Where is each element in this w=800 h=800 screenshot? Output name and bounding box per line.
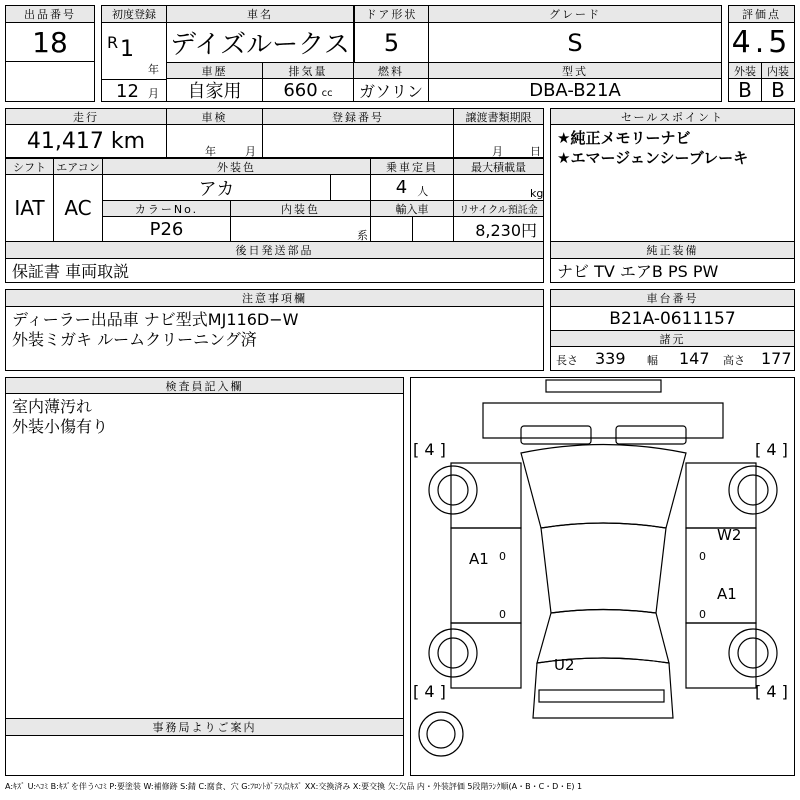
shift-header: シフト [5,158,54,175]
damage-mark-right-rear-door: A1 [717,585,737,603]
notes-header: 注意事項欄 [5,289,544,307]
width-value: 147 [679,349,710,368]
max-load-unit: kg [530,187,544,200]
specs-row [550,346,795,371]
first-reg-header: 初度登録 [101,5,167,23]
length-label: 長さ [556,354,578,367]
damage-mark-rear: U2 [554,656,575,674]
color-no-header: カラーNo. [102,200,231,217]
era-year-unit: 年 [148,63,159,76]
fuel-value: ガソリン [353,78,429,102]
legend: A:ｷｽﾞ U:ﾍｺﾐ B:ｷｽﾞを伴うﾍｺﾐ P:要塗装 W:補修跡 S:錆 C:腐食、穴 G:ﾌﾛﾝﾄｶﾞﾗｽ点ｷｽﾞ XX:交換済み X:要交換 欠:欠品 内・外装評価 5段階ﾗﾝｸ順(A・B・C・D・E) 1 [5,782,583,791]
ac-value: AC [53,174,103,242]
displacement-unit: cc [321,87,333,99]
tire-left-top: [ 4 ] [413,440,446,459]
notes-value: ディーラー出品車 ナビ型式MJ116D−W 外装ミガキ ルームクリーニング済 [5,306,544,371]
exterior-grade: B [728,78,762,102]
transfer-day-unit: 日 [530,145,541,158]
ext-color-blank [330,174,371,201]
tire-right-top: [ 4 ] [755,440,788,459]
transfer-cell [453,124,544,158]
tire-left-bottom: [ 4 ] [413,682,446,701]
rear-right-wheel [729,629,777,677]
model-value: DBA-B21A [428,78,722,102]
ext-color-value: アカ [102,174,331,201]
inspection-header: 車検 [166,108,263,125]
zero-left-rear: 0 [499,608,506,621]
office-header: 事務局よりご案内 [5,718,404,736]
headlight-left [521,426,591,444]
car-name-value: デイズルークス [166,22,354,63]
shift-value: IAT [5,174,54,242]
zero-right-rear: 0 [699,608,706,621]
front-left-wheel [429,466,477,514]
inspection-cell [166,124,263,158]
zero-right-front: 0 [699,550,706,563]
fuel-header: 燃料 [353,62,429,79]
headlight-right [616,426,686,444]
sales-header: セールスポイント [550,108,795,125]
height-value: 177 [761,349,792,368]
office-value [5,735,404,776]
grade-value: S [428,22,722,63]
zero-left-front: 0 [499,550,506,563]
front-bumper-outline [546,380,661,392]
capacity-unit: 人 [417,184,429,198]
rear-window-outline [537,610,669,664]
mileage-header: 走行 [5,108,167,125]
spare-wheel [419,712,463,756]
door-header: ドア形状 [354,5,429,23]
left-doors [451,528,521,623]
tire-right-bottom: [ 4 ] [755,682,788,701]
ext-color-header: 外装色 [102,158,371,175]
import-blank-2 [412,216,454,242]
model-header: 型式 [428,62,722,79]
capacity-value: 4 [395,177,408,198]
car-name-header: 車名 [166,5,354,23]
int-color-unit: 系 [357,229,368,242]
reg-no-value [262,124,454,158]
import-blank-1 [370,216,413,242]
era-letter: R [107,33,119,52]
oem-value: ナビ TV エアB PS PW [550,258,795,283]
capacity-cell [370,174,454,201]
import-header: 輸入車 [370,200,454,217]
lot-no-header: 出品番号 [5,5,95,23]
inspector-notes: 室内薄汚れ 外装小傷有り [5,393,404,719]
displacement-header: 排気量 [262,62,354,79]
first-reg-year-cell [101,22,167,80]
displacement-cell [262,78,354,102]
ac-header: エアコン [53,158,103,175]
interior-grade: B [761,78,795,102]
first-reg-month-cell [101,79,167,102]
max-load-header: 最大積載量 [453,158,544,175]
after-parts-value: 保証書 車両取説 [5,258,544,283]
after-parts-header: 後日発送部品 [5,241,544,259]
rear-left-wheel [429,629,477,677]
height-label: 高さ [723,354,745,367]
windshield-outline [521,445,686,529]
roof-outline [541,523,666,613]
recycle-value: 8,230円 [453,216,544,242]
color-no-value: P26 [102,216,231,242]
exterior-header: 外装 [728,62,762,79]
capacity-header: 乗車定員 [370,158,454,175]
hood-front-outline [483,403,723,438]
rear-bumper-outline [539,690,664,702]
history-value: 自家用 [166,78,263,102]
displacement-value: 660 [283,79,318,101]
first-reg-month-unit: 月 [148,87,159,100]
rear-right-quarter [686,623,756,688]
front-right-fender [686,463,756,528]
width-label: 幅 [647,354,658,367]
score-value: 4.5 [728,22,795,63]
recycle-header: リサイクル預託金 [453,200,544,217]
oem-header: 純正装備 [550,241,795,259]
int-color-cell [230,216,371,242]
car-outline [411,378,794,775]
interior-header: 内装 [761,62,795,79]
reg-no-header: 登録番号 [262,108,454,125]
chassis-value: B21A-0611157 [550,306,795,331]
damage-mark-right-front-door: W2 [717,526,742,544]
length-value: 339 [595,349,626,368]
transfer-month-unit: 月 [492,145,503,158]
int-color-header: 内装色 [230,200,371,217]
damage-mark-left-door: A1 [469,550,489,568]
history-header: 車歴 [166,62,263,79]
score-header: 評価点 [728,5,795,23]
grade-header: グレード [428,5,722,23]
max-load-cell [453,174,544,201]
car-diagram [410,377,795,776]
front-right-wheel [729,466,777,514]
door-value: 5 [354,22,429,63]
lot-no-blank [5,61,95,102]
rear-left-quarter [451,623,521,688]
transfer-header: 譲渡書類期限 [453,108,544,125]
front-left-fender [451,463,521,528]
inspection-year-unit: 年 [205,145,216,158]
inspection-month-unit: 月 [245,145,256,158]
chassis-header: 車台番号 [550,289,795,307]
specs-header: 諸元 [550,330,795,347]
first-reg-month: 12 [116,81,139,102]
inspector-header: 検査員記入欄 [5,377,404,394]
sales-points: ★純正メモリーナビ ★エマージェンシーブレーキ [550,124,795,242]
mileage-value: 41,417 km [5,124,167,158]
lot-no-value: 18 [5,22,95,62]
era-year: 1 [120,37,134,62]
